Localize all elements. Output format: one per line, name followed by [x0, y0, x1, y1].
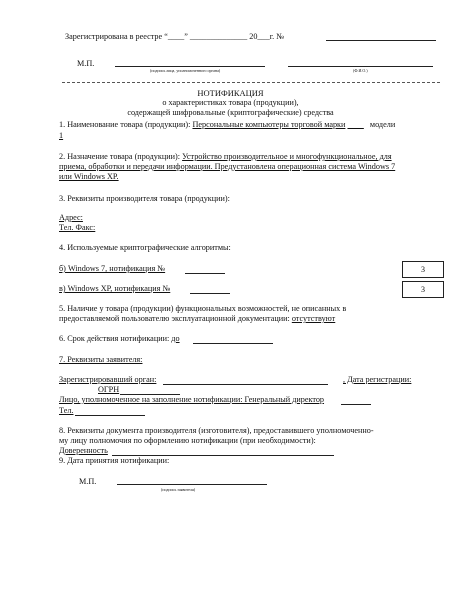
item8-label-b: му лицу полномочия по оформлению нотификации (при необходимости):	[59, 436, 316, 445]
doc-title: НОТИФИКАЦИЯ	[197, 88, 264, 98]
item6-label: 6. Срок действия нотификации:	[59, 334, 170, 343]
registry-line: Зарегистрирована в реестре “____” ______________ 20___г. №	[65, 32, 285, 41]
item7-person-line	[341, 404, 371, 405]
item7-phone-line	[75, 415, 145, 416]
signature-caption-official: (подпись лица, уполномоченного органа)	[150, 68, 221, 73]
item5-value: отсутствуют	[291, 314, 336, 323]
item2-label: 2. Назначение товара (продукции):	[59, 152, 181, 161]
item7-person: Лицо, уполномоченное на заполнение нотификации: Генеральный директор	[59, 395, 325, 404]
item7-reg-body-line	[163, 384, 328, 385]
item1-value: Персональные компьютеры торговой марки	[192, 120, 346, 129]
item4-label: 4. Используемые криптографические алгоритмы:	[59, 243, 231, 252]
item2-value-b: приема, обработки и передачи информации. Предустановлена операционная система Windows 7	[59, 162, 396, 171]
signature-caption-fio: (Ф.И.О.)	[353, 68, 368, 73]
item1-label	[59, 120, 395, 130]
item5-label-a: 5. Наличие у товара (продукции) функциональных возможностей, не описанных в	[59, 304, 347, 313]
doc-subtitle-2: содержащей шифровальные (криптографические) средства	[127, 108, 334, 117]
separator-dashed	[62, 82, 440, 83]
item7-phone: Тел.	[59, 406, 74, 415]
doc-subtitle-1: о характеристиках товара (продукции),	[162, 98, 299, 107]
signature-line-applicant	[117, 484, 267, 485]
item1-blank	[347, 120, 363, 129]
item1-cont: 1	[59, 131, 64, 140]
item3-phone-fax: Тел. Факс:	[59, 223, 96, 232]
item4-row-a-line	[185, 273, 225, 274]
item3-address: Адрес:	[59, 213, 83, 222]
item6-line	[59, 334, 180, 344]
signature-line-official	[115, 66, 265, 67]
item7-reg-date: , Дата регистрации:	[343, 375, 412, 384]
item7-label: 7. Реквизиты заявителя:	[59, 355, 143, 364]
item4-row-b-box: 3	[402, 281, 444, 298]
item3-label: 3. Реквизиты производителя товара (продукции):	[59, 194, 230, 203]
item4-row-b-line	[190, 293, 230, 294]
item9-label: 9. Дата принятия нотификации:	[59, 456, 170, 465]
signature-line-fio	[288, 66, 433, 67]
item4-row-b: в) Windows XP, нотификация №	[59, 284, 171, 293]
item4-row-a-box: 3	[402, 261, 444, 278]
item4-row-a: б) Windows 7, нотификация №	[59, 264, 166, 273]
item6-date-line	[193, 343, 273, 344]
item2-line-a	[59, 152, 392, 162]
item8-label-a: 8. Реквизиты документа производителя (изготовителя), предоставившего уполномоченно-	[59, 426, 374, 435]
item1-label-text: 1. Наименование товара (продукции):	[59, 120, 191, 129]
signature-caption-applicant: (подпись заявителя)	[161, 487, 196, 492]
stamp-label-footer: М.П.	[79, 477, 97, 486]
item7-ogrn: ОГРН	[98, 385, 120, 394]
registry-number-line	[326, 40, 436, 41]
item5-line-b	[59, 314, 335, 324]
item7-reg-body: Зарегистрировавший орган:	[59, 375, 157, 384]
item2-value-a: Устройство производительное и многофункциональное, для	[182, 152, 392, 161]
item5-label-b: предоставляемой пользователю эксплуатационной документации:	[59, 314, 290, 323]
item2-value-c: или Windows XP.	[59, 172, 119, 181]
item6-value: до	[171, 334, 180, 343]
item8-value: Доверенность	[59, 446, 108, 455]
item1-suffix: модели	[369, 120, 396, 129]
stamp-label-top: М.П.	[77, 59, 95, 68]
